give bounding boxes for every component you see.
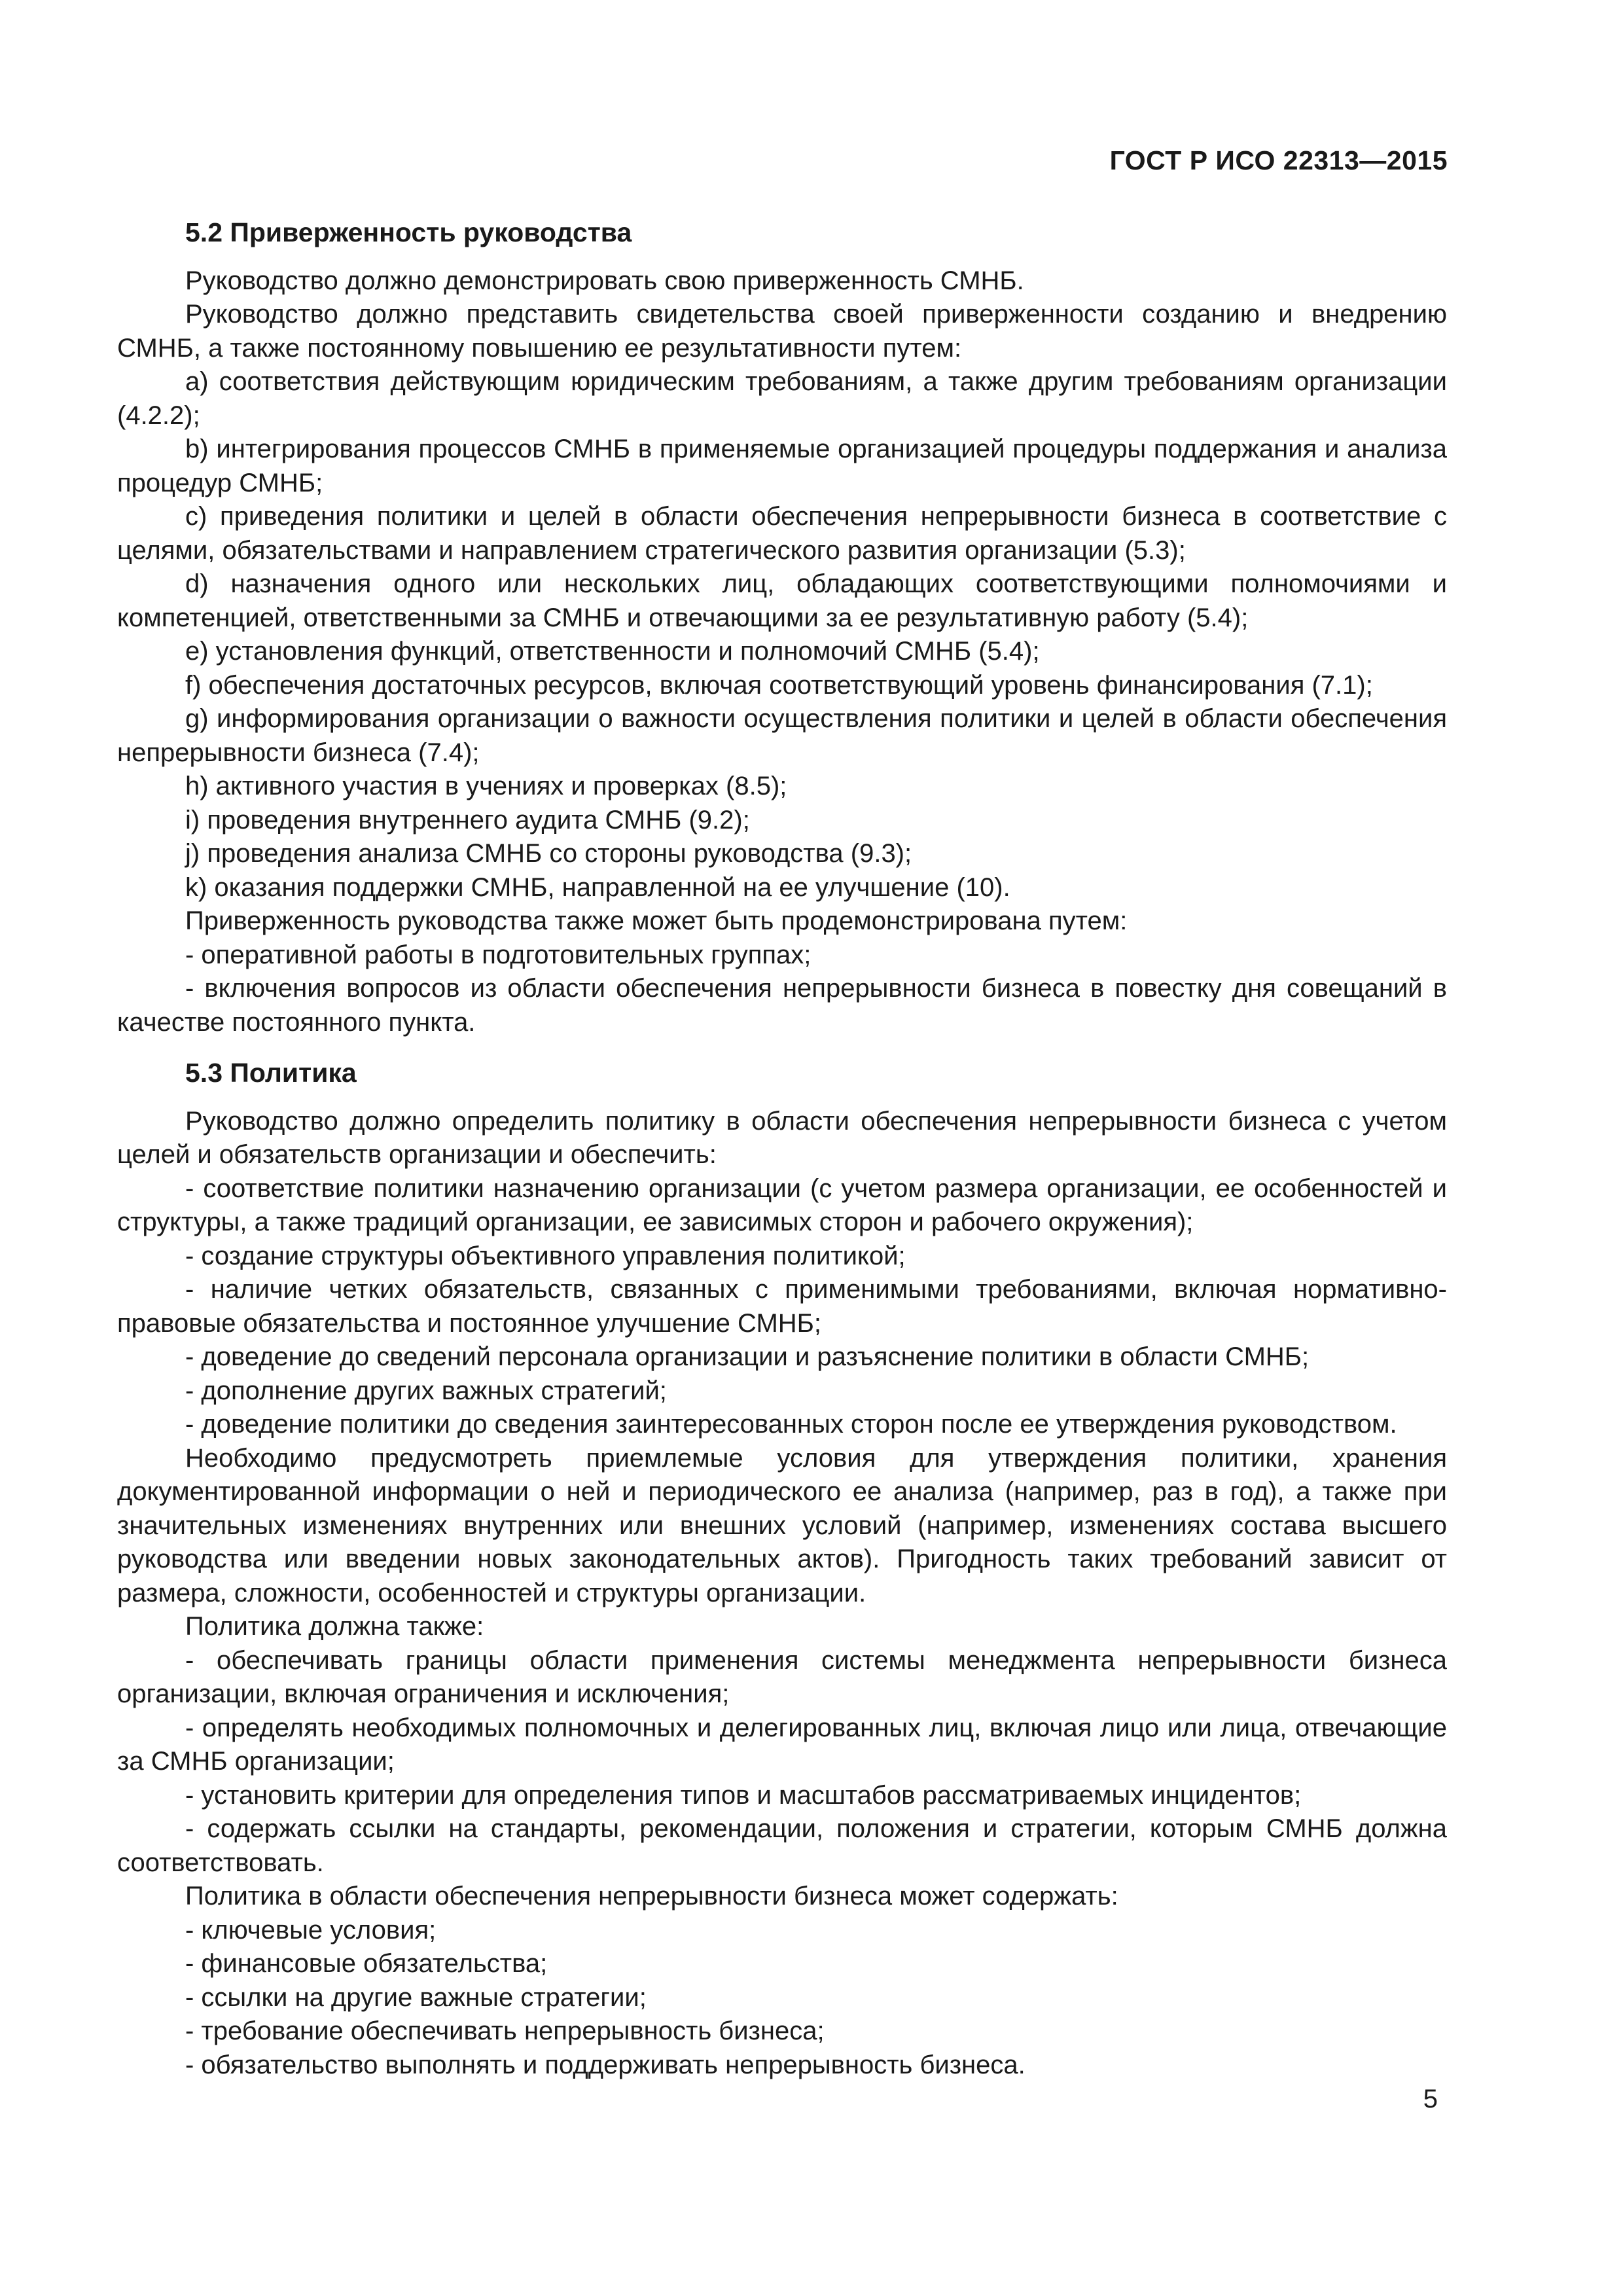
list-item: - оперативной работы в подготовительных группах;	[185, 940, 812, 969]
document-code-header: ГОСТ Р ИСО 22313—2015	[1109, 145, 1448, 175]
paragraph: Необходимо предусмотреть приемлемые условия для утверждения политики, хранения документированной информации о ней и периодического ее анализа (например, раз в год), а также при значительных изменениях внутренних или внешних условий (например, изменениях состава высшего руководства или введении новых законодательных актов). Пригодность таких требований зависит от размера, сложности, особенностей и структуры организации.	[117, 1443, 1447, 1607]
page-number: 5	[1423, 2085, 1438, 2113]
list-item: - определять необходимых полномочных и делегированных лиц, включая лицо или лица, отвечающие за СМНБ организации;	[117, 1713, 1447, 1776]
paragraph: Политика должна также:	[185, 1612, 484, 1641]
list-item: j) проведения анализа СМНБ со стороны руководства (9.3);	[185, 839, 912, 868]
list-item: - включения вопросов из области обеспечения непрерывности бизнеса в повестку дня совещаний в качестве постоянного пункта.	[117, 974, 1447, 1037]
list-item: b) интегрирования процессов СМНБ в применяемые организацией процедуры поддержания и анализа процедур СМНБ;	[117, 435, 1447, 497]
list-item: - доведение политики до сведения заинтересованных сторон после ее утверждения руководством.	[185, 1410, 1397, 1439]
list-item: e) установления функций, ответственности и полномочий СМНБ (5.4);	[185, 637, 1040, 666]
paragraph: Приверженность руководства также может быть продемонстрирована путем:	[185, 906, 1128, 935]
page-content	[117, 216, 1447, 2082]
paragraph: Руководство должно определить политику в области обеспечения непрерывности бизнеса с учетом целей и обязательств организации и обеспечить:	[117, 1106, 1447, 1169]
paragraph: Руководство должно представить свидетельства своей приверженности созданию и внедрению СМНБ, а также постоянному повышению ее результативности путем:	[117, 300, 1447, 363]
list-item: - требование обеспечивать непрерывность бизнеса;	[185, 2017, 825, 2045]
list-item: - соответствие политики назначению организации (с учетом размера организации, ее особенностей и структуры, а также традиций организации, ее зависимых сторон и рабочего окружения);	[117, 1174, 1447, 1236]
list-item: - обеспечивать границы области применения системы менеджмента непрерывности бизнеса организации, включая ограничения и исключения;	[117, 1645, 1447, 1708]
paragraph: Политика в области обеспечения непрерывности бизнеса может содержать:	[185, 1882, 1118, 1910]
list-item: - создание структуры объективного управления политикой;	[185, 1241, 906, 1270]
list-item: - дополнение других важных стратегий;	[185, 1376, 667, 1405]
list-item: - финансовые обязательства;	[185, 1949, 548, 1978]
list-item: - установить критерии для определения типов и масштабов рассматриваемых инцидентов;	[185, 1780, 1302, 1810]
section-title-5-3: 5.3 Политика	[185, 1058, 357, 1088]
list-item: - наличие четких обязательств, связанных с применимыми требованиями, включая нормативно-правовые обязательства и постоянное улучшение СМНБ;	[117, 1275, 1447, 1338]
section-title-5-2: 5.2 Приверженность руководства	[185, 217, 632, 247]
list-item: - ключевые условия;	[185, 1915, 437, 1945]
list-item: - ссылки на другие важные стратегии;	[185, 1982, 647, 2012]
list-item: i) проведения внутреннего аудита СМНБ (9.2);	[185, 805, 750, 834]
list-item: a) соответствия действующим юридическим требованиям, а также другим требованиям организации (4.2.2);	[117, 367, 1447, 430]
list-item: c) приведения политики и целей в области обеспечения непрерывности бизнеса в соответствие с целями, обязательствами и направлением стратегического развития организации (5.3);	[117, 502, 1447, 565]
list-item: - доведение до сведений персонала организации и разъяснение политики в области СМНБ;	[185, 1342, 1310, 1371]
paragraph: Руководство должно демонстрировать свою приверженность СМНБ.	[185, 266, 1024, 295]
list-item: d) назначения одного или нескольких лиц, обладающих соответствующими полномочиями и компетенцией, ответственными за СМНБ и отвечающими за ее результативную работу (5.4);	[117, 569, 1447, 632]
list-item: - содержать ссылки на стандарты, рекомендации, положения и стратегии, которым СМНБ должна соответствовать.	[117, 1814, 1447, 1877]
list-item: h) активного участия в учениях и проверках (8.5);	[185, 772, 787, 800]
list-item: - обязательство выполнять и поддерживать непрерывность бизнеса.	[185, 2050, 1026, 2079]
list-item: g) информирования организации о важности осуществления политики и целей в области обеспечения непрерывности бизнеса (7.4);	[117, 704, 1447, 767]
list-item: f) обеспечения достаточных ресурсов, включая соответствующий уровень финансирования (7.1);	[185, 670, 1373, 700]
list-item: k) оказания поддержки СМНБ, направленной на ее улучшение (10).	[185, 872, 1010, 902]
